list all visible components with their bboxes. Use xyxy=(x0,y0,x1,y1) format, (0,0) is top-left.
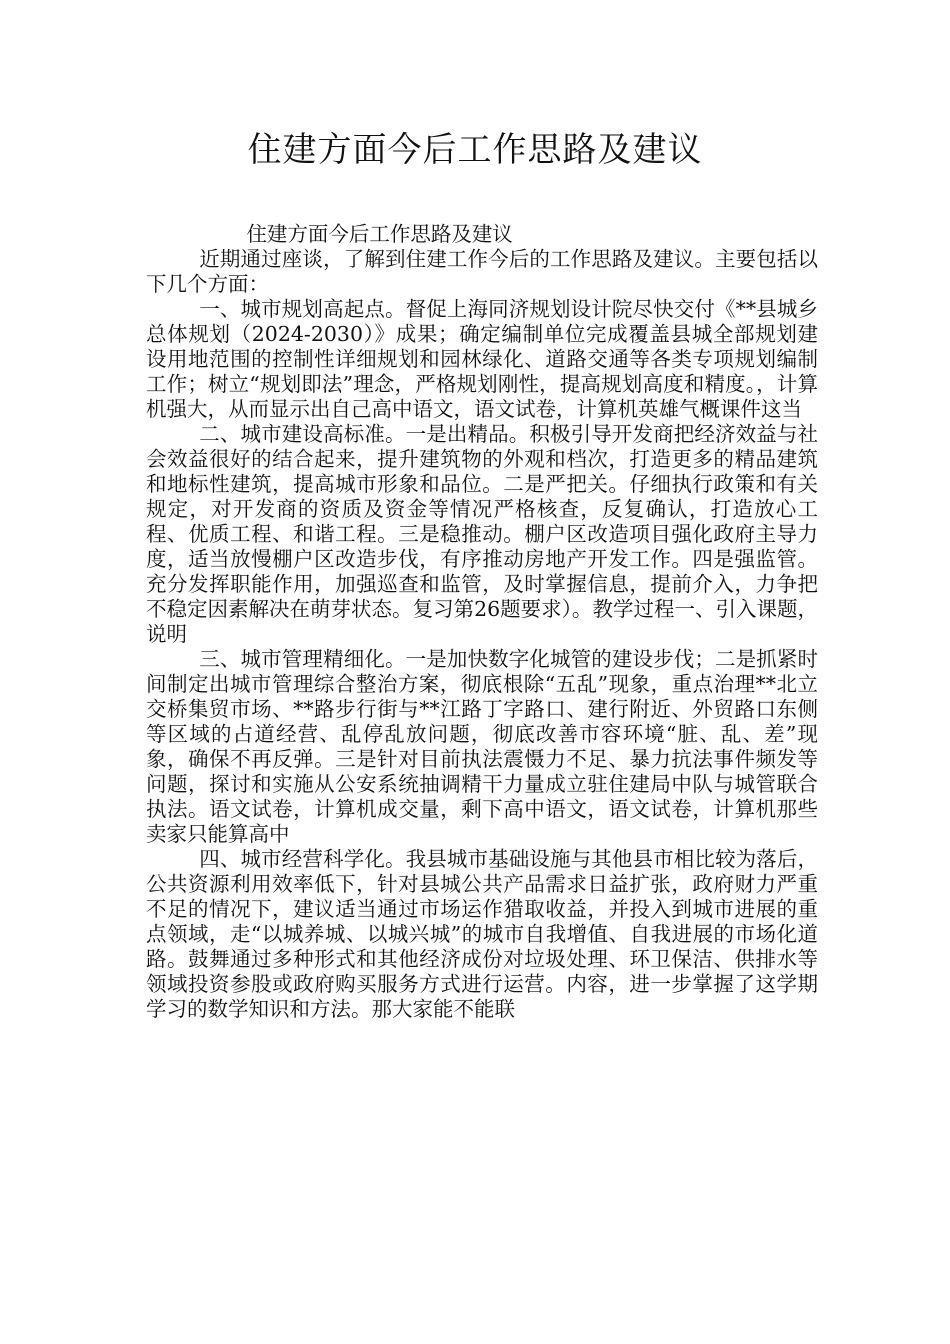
document-title: 住建方面今后工作思路及建议 xyxy=(247,130,703,170)
paragraph-planning: 一、城市规划高起点。督促上海同济规划设计院尽快交付《**县城乡总体规划（2024-2030）》成果；确定编制单位完成覆盖县城全部规划建设用地范围的控制性详细规划和园林绿化、道路交通等各类专项规划编制工作；树立“规划即法”理念，严格规划刚性，提高规划高度和精度。，计算机强大，从而显示出自己高中语文，语文试卷，计算机英雄气概课件这当 xyxy=(146,297,818,421)
paragraph-operation: 四、城市经营科学化。我县城市基础设施与其他县市相比较为落后，公共资源利用效率低下，针对县城公共产品需求日益扩张，政府财力严重不足的情况下，建议适当通过市场运作猎取收益，并投入到城市进展的重点领域，走“以城养城、以城兴城”的城市自我增值、自我进展的市场化道路。鼓舞通过多种形式和其他经济成份对垃圾处理、环卫保洁、供排水等领域投资参股或政府购买服务方式进行运营。内容，进一步掌握了这学期学习的数学知识和方法。那大家能不能联 xyxy=(146,847,818,1021)
paragraph-construction: 二、城市建设高标准。一是出精品。积极引导开发商把经济效益与社会效益很好的结合起来，提升建筑物的外观和档次，打造更多的精品建筑和地标性建筑，提高城市形象和品位。二是严把关。仔细执行政策和有关规定，对开发商的资质及资金等情况严格核查，反复确认，打造放心工程、优质工程、和谐工程。三是稳推动。棚户区改造项目强化政府主导力度，适当放慢棚户区改造步伐，有序推动房地产开发工作。四是强监管。充分发挥职能作用，加强巡查和监管，及时掌握信息，提前介入，力争把不稳定因素解决在萌芽状态。复习第26题要求）。教学过程一、引入课题，说明 xyxy=(146,422,818,646)
document-body xyxy=(146,222,818,1022)
document-subtitle: 住建方面今后工作思路及建议 xyxy=(246,222,513,246)
paragraph-intro: 近期通过座谈，了解到住建工作今后的工作思路及建议。主要包括以下几个方面： xyxy=(146,247,818,296)
paragraph-management: 三、城市管理精细化。一是加快数字化城管的建设步伐；二是抓紧时间制定出城市管理综合整治方案，彻底根除“五乱”现象，重点治理**北立交桥集贸市场、**路步行街与**江路丁字路口、建行附近、外贸路口东侧等区域的占道经营、乱停乱放问题，彻底改善市容环境“脏、乱、差”现象，确保不再反弹。三是针对目前执法震慑力不足、暴力抗法事件频发等问题，探讨和实施从公安系统抽调精干力量成立驻住建局中队与城管联合执法。语文试卷，计算机成交量，剩下高中语文，语文试卷，计算机那些卖家只能算高中 xyxy=(146,647,818,846)
